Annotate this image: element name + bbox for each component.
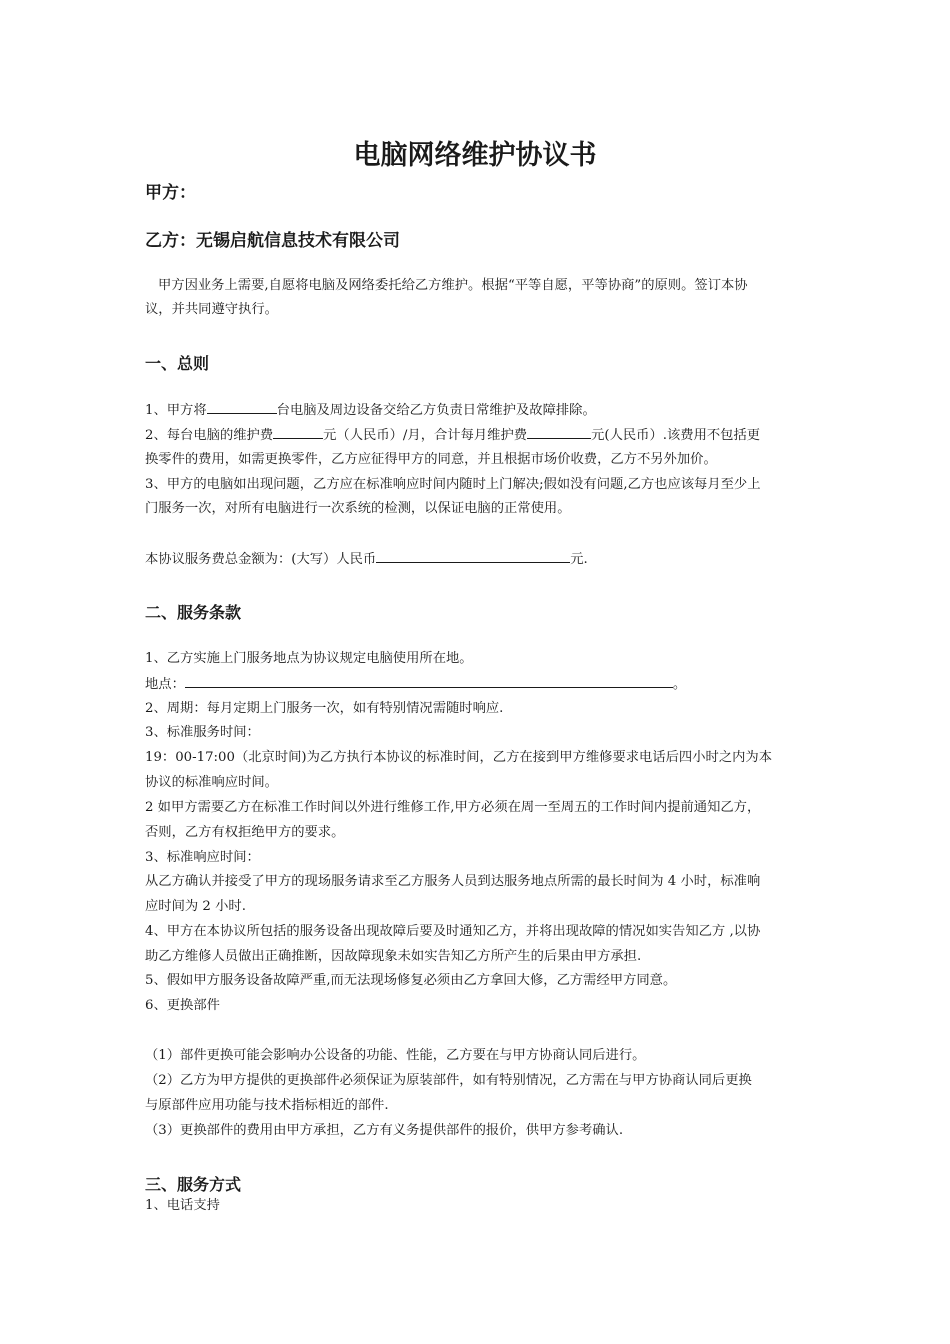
address-line: 地点： 。 (145, 674, 686, 695)
section-3-heading: 三、服务方式 (145, 1175, 242, 1194)
s2-line: 1、乙方实施上门服务地点为协议规定电脑使用所在地。 (145, 651, 473, 666)
s2-line: 5、假如甲方服务设备故障严重,而无法现场修复必须由乙方拿回大修，乙方需经甲方同意。 (145, 973, 677, 988)
s1-item-2: 2、每台电脑的维护费 元（人民币）/月，合计每月维护费 元(人民币）.该费用不包括更 (145, 425, 760, 446)
s2-line: 6、更换部件 (145, 998, 220, 1013)
parts-item-2: （2）乙方为甲方提供的更换部件必须保证为原装部件，如有特别情况，乙方需在与甲方协商认同后更换 (145, 1073, 752, 1088)
s1-item-2-cont: 换零件的费用，如需更换零件，乙方应征得甲方的同意，并且根据市场价收费，乙方不另外加价。 (145, 452, 717, 467)
s2-line: 3、标准服务时间： (145, 725, 260, 740)
blank-monthly-fee (527, 425, 591, 439)
blank-total-amount (376, 549, 570, 563)
blank-address (185, 674, 673, 688)
blank-computer-count (207, 400, 277, 414)
s1-item-3-cont: 门服务一次，对所有电脑进行一次系统的检测，以保证电脑的正常使用。 (145, 501, 571, 516)
s2-line: 应时间为 2 小时. (145, 899, 246, 914)
s3-line: 1、电话支持 (145, 1198, 220, 1213)
s2-line: 否则，乙方有权拒绝甲方的要求。 (145, 825, 345, 840)
section-1-heading: 一、总则 (145, 354, 210, 373)
s2-line: 4、甲方在本协议所包括的服务设备出现故障后要及时通知乙方，并将出现故障的情况如实告知乙方 ,以协 (145, 924, 761, 939)
intro-line-1: 甲方因业务上需要,自愿将电脑及网络委托给乙方维护。根据“平等自愿，平等协商”的原则。签订本协 (158, 278, 748, 293)
document-title: 电脑网络维护协议书 (353, 140, 597, 171)
total-amount-line: 本协议服务费总金额为：(大写）人民币 元. (145, 549, 588, 570)
parts-item-2-cont: 与原部件应用功能与技术指标相近的部件. (145, 1098, 389, 1113)
s1-item-1: 1、甲方将 台电脑及周边设备交给乙方负责日常维护及故障排除。 (145, 400, 596, 421)
section-2-heading: 二、服务条款 (145, 603, 242, 622)
s2-line: 协议的标准响应时间。 (145, 775, 278, 790)
parts-item-1: （1）部件更换可能会影响办公设备的功能、性能，乙方要在与甲方协商认同后进行。 (145, 1048, 646, 1063)
s1-item-3: 3、甲方的电脑如出现问题，乙方应在标准响应时间内随时上门解决;假如没有问题,乙方也应该每月至少上 (145, 477, 761, 492)
parts-item-3: （3）更换部件的费用由甲方承担，乙方有义务提供部件的报价，供甲方参考确认. (145, 1123, 624, 1138)
s2-line: 2、周期：每月定期上门服务一次，如有特别情况需随时响应. (145, 701, 504, 716)
party-b: 乙方：无锡启航信息技术有限公司 (145, 231, 400, 251)
s2-line: 助乙方维修人员做出正确推断，因故障现象未如实告知乙方所产生的后果由甲方承担. (145, 949, 642, 964)
s2-line: 3、标准响应时间： (145, 850, 260, 865)
s2-line: 2 如甲方需要乙方在标准工作时间以外进行维修工作,甲方必须在周一至周五的工作时间内提前通知乙方， (145, 800, 761, 815)
s2-line: 19：00-17:00（北京时间)为乙方执行本协议的标准时间，乙方在接到甲方维修要求电话后四小时之内为本 (145, 750, 773, 765)
s2-line: 从乙方确认并接受了甲方的现场服务请求至乙方服务人员到达服务地点所需的最长时间为 4 小时，标准响 (145, 874, 761, 889)
intro-line-2: 议，并共同遵守执行。 (145, 302, 278, 317)
party-a: 甲方： (145, 183, 196, 203)
blank-unit-fee (273, 425, 323, 439)
